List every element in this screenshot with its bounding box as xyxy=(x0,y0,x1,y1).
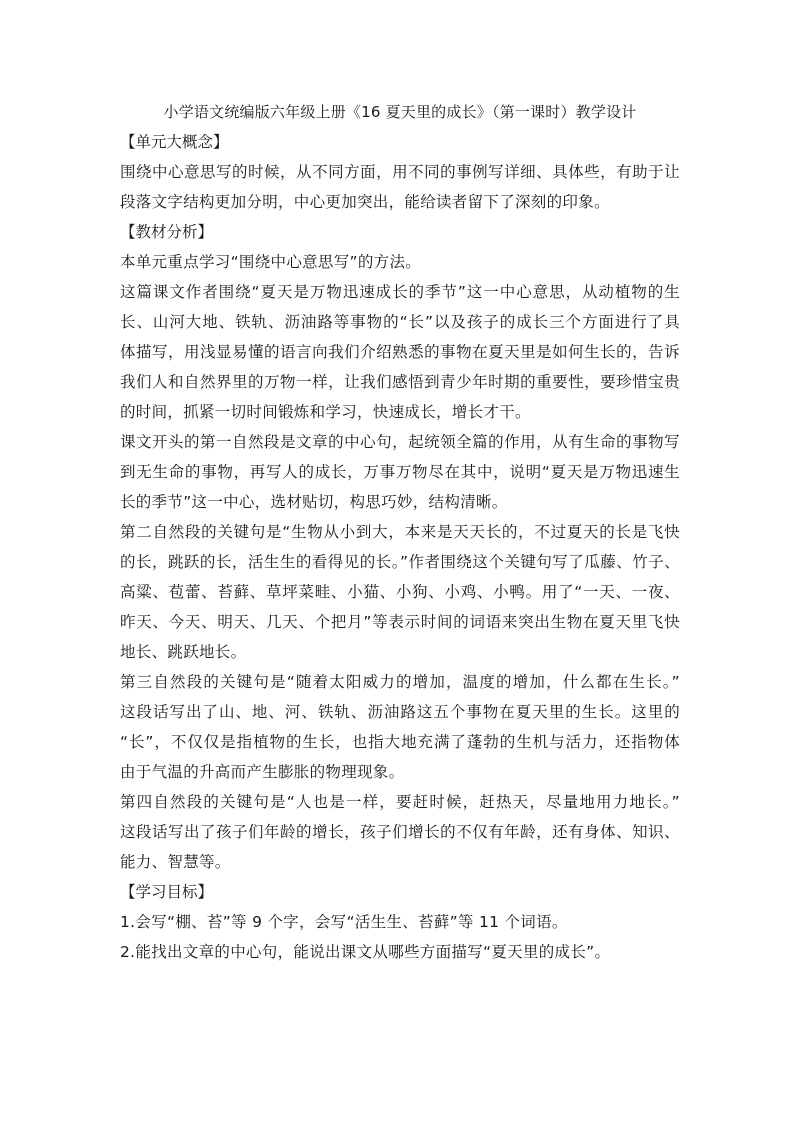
text-line: 昨天、今天、明天、几天、个把月”等表示时间的词语来突出生物在夏天里飞快 xyxy=(120,613,680,631)
section-heading-textbook-analysis: 【教材分析】 xyxy=(120,223,214,241)
text-line: 的长，跳跃的长，活生生的看得见的长。”作者围绕这个关键句写了瓜藤、竹子、 xyxy=(120,553,680,571)
section-heading-learning-goals: 【学习目标】 xyxy=(120,883,214,901)
paragraph xyxy=(120,427,680,517)
paragraph xyxy=(120,907,680,937)
text-line: 课文开头的第一自然段是文章的中心句，起统领全篇的作用，从有生命的事物写 xyxy=(120,433,680,451)
text-line: 1.会写“棚、苔”等 9 个字，会写“活生生、苔藓”等 11 个词语。 xyxy=(120,913,568,931)
text-line: 高粱、苞蕾、苔藓、草坪菜畦、小猫、小狗、小鸡、小鸭。用了“一天、一夜、 xyxy=(120,583,680,601)
text-line: 第三自然段的关键句是“随着太阳威力的增加，温度的增加，什么都在生长。” xyxy=(120,673,680,691)
text-line: 围绕中心意思写的时候，从不同方面，用不同的事例写详细、具体些，有助于让 xyxy=(120,163,680,181)
text-line: 第四自然段的关键句是“人也是一样，要赶时候，赶热天，尽量地用力地长。” xyxy=(120,793,680,811)
paragraph xyxy=(120,937,680,967)
text-line: 这段话写出了孩子们年龄的增长，孩子们增长的不仅有年龄，还有身体、知识、 xyxy=(120,823,680,841)
text-line: 本单元重点学习“围绕中心意思写”的方法。 xyxy=(120,253,422,271)
section-heading-unit-concept: 【单元大概念】 xyxy=(120,133,229,151)
text-line: 到无生命的事物，再写人的成长，万事万物尽在其中，说明“夏天是万物迅速生 xyxy=(120,463,680,481)
text-line: 地长、跳跃地长。 xyxy=(120,643,247,661)
text-line: 长的季节”这一中心，选材贴切，构思巧妙，结构清晰。 xyxy=(120,493,508,511)
text-line: 段落文字结构更加分明，中心更加突出，能给读者留下了深刻的印象。 xyxy=(120,193,610,211)
text-line: 这段话写出了山、地、河、铁轨、沥油路这五个事物在夏天里的生长。这里的 xyxy=(120,703,680,721)
text-line: 2.能找出文章的中心句，能说出课文从哪些方面描写“夏天里的成长”。 xyxy=(120,943,611,961)
text-line: 第二自然段的关键句是“生物从小到大，本来是天天长的，不过夏天的长是飞快 xyxy=(120,523,680,541)
text-line: “长”，不仅仅是指植物的生长，也指大地充满了蓬勃的生机与活力，还指物体 xyxy=(120,733,680,751)
paragraph xyxy=(120,517,680,667)
text-line: 这篇课文作者围绕“夏天是万物迅速成长的季节”这一中心意思，从动植物的生 xyxy=(120,283,680,301)
text-line: 的时间，抓紧一切时间锻炼和学习，快速成长，增长才干。 xyxy=(120,403,531,421)
document-body xyxy=(120,97,680,967)
paragraph xyxy=(120,787,680,877)
paragraph xyxy=(120,157,680,217)
paragraph xyxy=(120,247,680,277)
text-line: 我们人和自然界里的万物一样，让我们感悟到青少年时期的重要性，要珍惜宝贵 xyxy=(120,373,680,391)
text-line: 体描写，用浅显易懂的语言向我们介绍熟悉的事物在夏天里是如何生长的，告诉 xyxy=(120,343,680,361)
text-line: 长、山河大地、铁轨、沥油路等事物的“长”以及孩子的成长三个方面进行了具 xyxy=(120,313,680,331)
paragraph xyxy=(120,667,680,787)
document-title: 小学语文统编版六年级上册《16 夏天里的成长》（第一课时）教学设计 xyxy=(163,103,637,121)
paragraph xyxy=(120,277,680,427)
text-line: 由于气温的升高而产生膨胀的物理现象。 xyxy=(120,763,405,781)
text-line: 能力、智慧等。 xyxy=(120,853,231,871)
